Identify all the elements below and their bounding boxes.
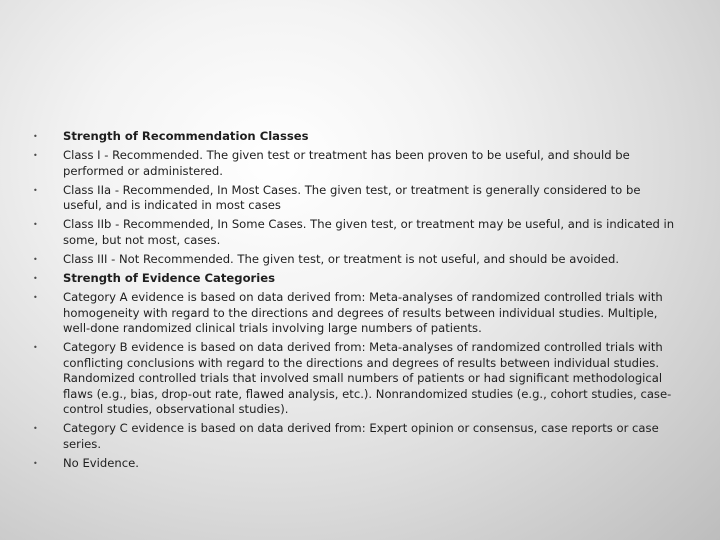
- list-item: [33, 252, 681, 267]
- section-heading-evidence: Strength of Evidence Categories: [63, 271, 275, 286]
- bullet-icon: •: [33, 255, 38, 265]
- bullet-icon: •: [33, 220, 38, 230]
- bullet-icon: •: [33, 424, 38, 434]
- bullet-icon: •: [33, 458, 38, 468]
- category-b-text: Category B evidence is based on data derived from: Meta-analyses of randomized controlled trials with conflicting conclusions with regard to the directions and degrees of results between individual studies. Randomized controlled trials that involved small numbers of patients or had significant methodological flaws (e.g., bias, drop-out rate, flawed analysis, etc.). Nonrandomized studies (e.g., cohort studies, case-control studies, observational studies).: [63, 340, 672, 417]
- category-c-text: Category C evidence is based on data derived from: Expert opinion or consensus, case reports or case series.: [63, 421, 659, 451]
- bullet-icon: •: [33, 293, 38, 303]
- category-a-text: Category A evidence is based on data derived from: Meta-analyses of randomized controlled trials with homogeneity with regard to the directions and degrees of results between individual studies. Multiple, well-done randomized clinical trials involving large numbers of patients.: [63, 290, 663, 336]
- list-item: [33, 340, 681, 417]
- bullet-icon: •: [33, 132, 38, 141]
- bullet-icon: •: [33, 343, 38, 353]
- no-evidence-text: No Evidence.: [63, 455, 139, 470]
- class-i-text: Class I - Recommended. The given test or treatment has been proven to be useful, and should be performed or administered.: [63, 148, 630, 178]
- list-item: [33, 290, 681, 336]
- class-iia-text: Class IIa - Recommended, In Most Cases. The given test, or treatment is generally considered to be useful, and is indicated in most cases: [63, 182, 641, 213]
- class-iib-text: Class IIb - Recommended, In Some Cases. The given test, or treatment may be useful, and is indicated in some, but not most, cases.: [63, 217, 675, 247]
- class-iii-text: Class III - Not Recommended. The given test, or treatment is not useful, and should be avoided.: [63, 252, 620, 267]
- bullet-icon: •: [33, 151, 38, 161]
- list-item: [33, 217, 681, 248]
- bullet-icon: •: [33, 185, 38, 195]
- list-item: [33, 129, 681, 144]
- section-heading-recommendation: Strength of Recommendation Classes: [63, 129, 309, 143]
- list-item: [33, 421, 681, 452]
- list-item: [33, 271, 681, 286]
- bullet-list: [33, 129, 681, 475]
- list-item: [33, 456, 681, 471]
- list-item: [33, 183, 681, 214]
- bullet-icon: •: [33, 274, 38, 284]
- list-item: [33, 148, 681, 179]
